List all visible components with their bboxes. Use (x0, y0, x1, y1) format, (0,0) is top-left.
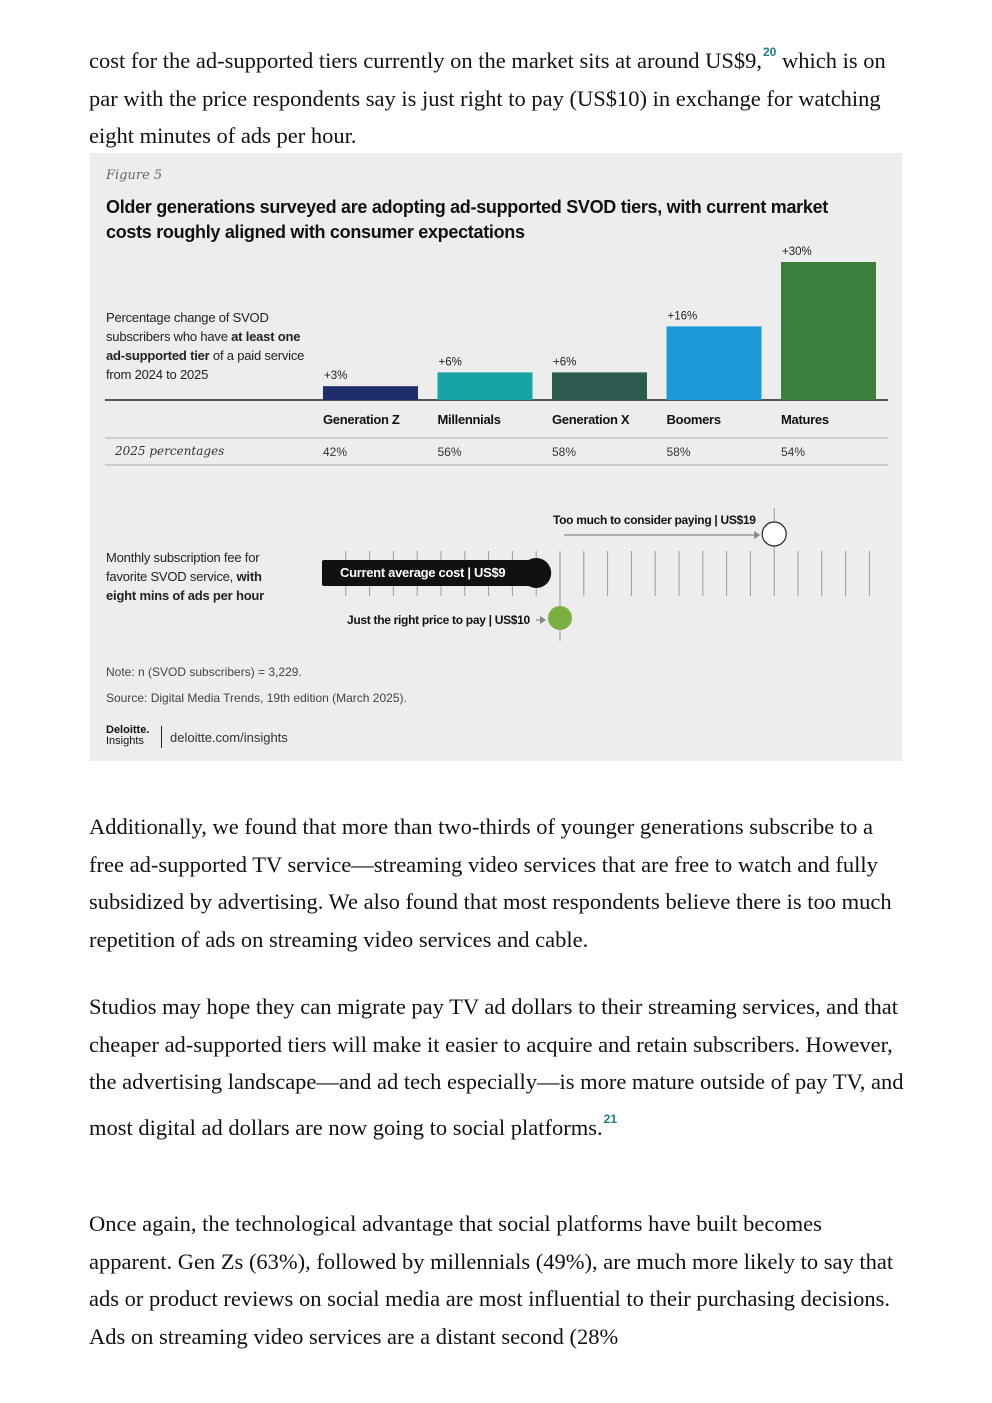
bar-desc-part1: Percentage change of SVOD subscribers who have (106, 310, 269, 344)
figure-source: Source: Digital Media Trends, 19th edition (March 2025). (106, 691, 407, 705)
deloitte-insights-logo (106, 725, 149, 747)
paragraph-studios (89, 988, 909, 1146)
just-right-label: Just the right price to pay | US$10 (347, 613, 530, 627)
bar-value-label-0: +3% (324, 370, 348, 383)
pct-2025-0: 42% (323, 445, 348, 459)
bar-1 (438, 372, 533, 400)
bar-value-label-2: +6% (553, 356, 577, 369)
bar-value-label-4: +30% (782, 246, 812, 258)
figure-5 (90, 153, 902, 761)
paragraph-free-ad-supported: Additionally, we found that more than two-thirds of younger generations subscribe to a free ad-supported TV service—streaming video services that are free to watch and fully subsidized by advertising. We also found that most respondents believe there is too much repetition of ads on streaming video services and cable. (89, 814, 892, 952)
too-much-label: Too much to consider paying | US$19 (553, 513, 756, 527)
bar-0 (323, 386, 418, 400)
current-cost-label: Current average cost | US$9 (340, 565, 506, 580)
bar-value-label-3: +16% (667, 310, 698, 323)
bar-4 (781, 262, 876, 400)
bar-3 (667, 326, 762, 400)
pct-2025-1: 56% (437, 445, 462, 459)
too-much-marker (762, 522, 786, 546)
figure-title: Older generations surveyed are adopting ad-supported SVOD tiers, with current market costs roughly aligned with consumer expectations (106, 197, 828, 242)
pct-2025-2: 58% (552, 445, 577, 459)
pct-2025-4: 54% (781, 445, 806, 459)
category-label-0: Generation Z (323, 412, 400, 427)
site-link[interactable]: deloitte.com/insights (170, 730, 288, 745)
category-label-2: Generation X (552, 412, 630, 427)
current-cost-marker (521, 558, 551, 588)
footnote-ref-21[interactable]: 21 (603, 1111, 618, 1126)
bar-desc-bold: at least one ad-supported tier (106, 329, 301, 363)
paragraph-intro-text: cost for the ad-supported tiers currently on the market sits at around US$9, (89, 48, 762, 73)
figure-label: Figure 5 (106, 168, 163, 183)
paragraph-social-platforms: Once again, the technological advantage that social platforms have built becomes apparent. Gen Zs (63%), followed by millennials (49%), are much more likely to say that ads or product reviews on social media are most influential to their purchasing decisions. Ads on streaming video services are a distant second (28% (89, 1211, 894, 1349)
logo-bottom: Insights (106, 735, 144, 747)
too-much-arrowhead (754, 531, 760, 539)
fee-desc-bold1: with (236, 569, 262, 584)
fee-description (106, 548, 291, 605)
logo-divider (161, 726, 162, 748)
paragraph-intro (89, 34, 909, 155)
percentages-row-label: 2025 percentages (115, 444, 225, 458)
bar-chart-description (106, 308, 306, 384)
just-right-arrowhead (540, 616, 546, 624)
pct-2025-3: 58% (666, 445, 691, 459)
bar-desc-part2: of a paid service from 2024 to 2025 (106, 348, 305, 382)
paragraph-studios-text: Studios may hope they can migrate pay TV ad dollars to their streaming services, and that cheaper ad-supported tiers will make it easier to acquire and retain subscribers. However, the advertising landscape—and ad tech especially—is more mature outside of pay TV, and most digital ad dollars are now going to social platforms. (89, 994, 904, 1140)
paragraph-intro-text-cont: which is on par with the price respondents say is just right to pay (US$10) in exchange for watching eight minutes of ads per hour. (89, 48, 886, 148)
category-label-1: Millennials (437, 412, 501, 427)
footnote-ref-20[interactable]: 20 (762, 45, 777, 59)
fee-desc-part1: Monthly subscription fee for favorite SVOD service, (106, 550, 260, 584)
bar-2 (552, 372, 647, 400)
logo-top: Deloitte. (106, 724, 150, 736)
category-label-3: Boomers (666, 412, 721, 427)
fee-desc-bold2: eight mins of ads per hour (106, 588, 265, 603)
category-label-4: Matures (781, 412, 829, 427)
just-right-marker (548, 606, 572, 630)
bar-value-label-1: +6% (438, 356, 462, 369)
figure-note: Note: n (SVOD subscribers) = 3,229. (106, 665, 302, 679)
